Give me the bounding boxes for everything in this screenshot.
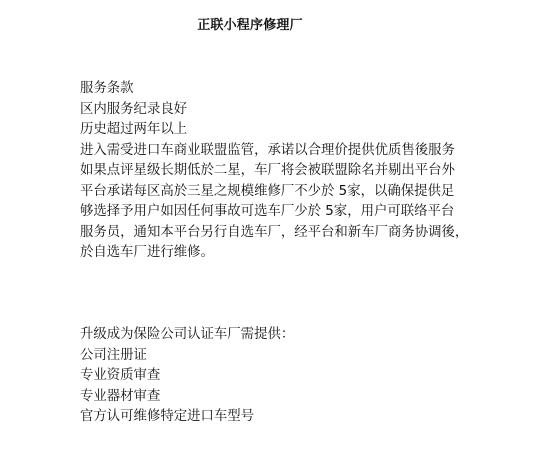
requirements-item: 公司注册证: [80, 347, 147, 363]
requirements-heading: 升级成为保险公司认证车厂需提供：: [80, 327, 295, 342]
requirements-item: 官方认可维修特定进口车型号: [80, 409, 255, 424]
terms-item: 区内服务纪录良好: [80, 101, 188, 117]
terms-paragraph: 进入需受进口车商业联盟监管，承诺以合理价提供优质售後服务 如果点评星级长期低於二星，车厂将会被联盟除名并剔出平台外 平台承诺每区高於三星之规模维修厂不少於 5家，以确保提供足 够选择予用户如因任何事故可选车厂少於 5家，用户可联络平台 服务员，通知本平台另行自选车厂，经平台和新车厂商务协调後， 於自选车厂进行维修。: [80, 142, 469, 260]
requirements-item: 专业资质审查: [80, 368, 161, 383]
terms-heading: 服务条款: [80, 81, 134, 96]
document-title: 正联小程序修理厂: [197, 18, 303, 33]
terms-item: 历史超过两年以上: [80, 122, 188, 137]
terms-section: [80, 79, 500, 264]
requirements-section: [80, 325, 500, 428]
requirements-item: 专业器材审查: [80, 388, 161, 404]
